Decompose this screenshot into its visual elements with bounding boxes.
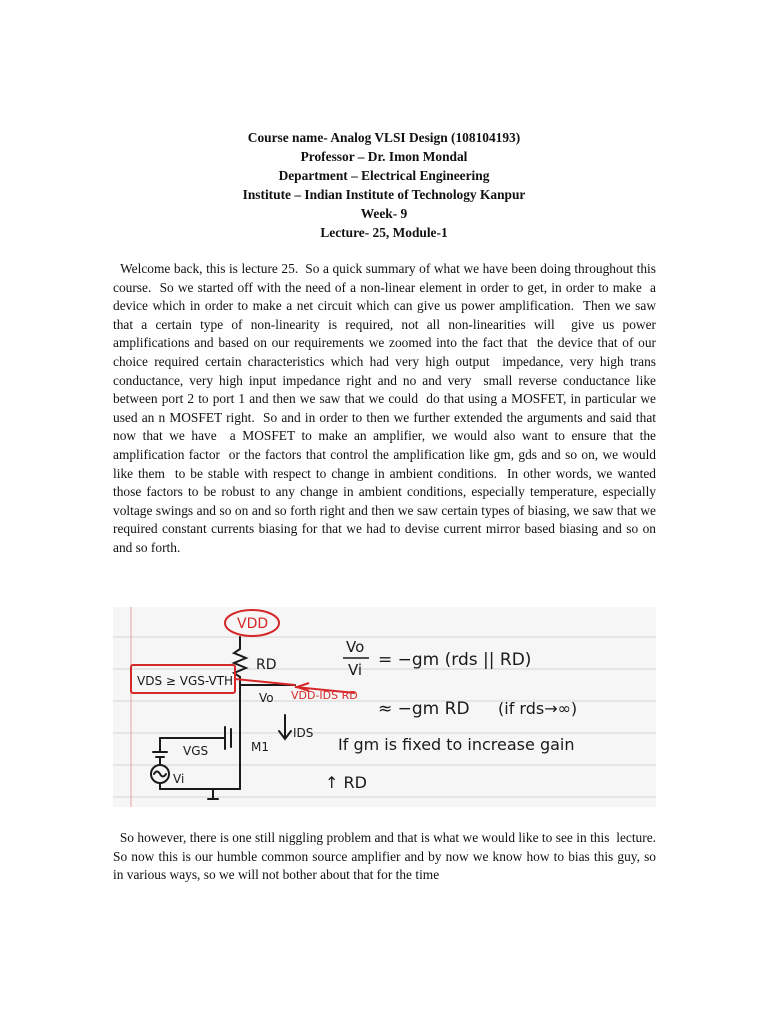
vdd-drop-label: VDD-IDS RD <box>291 689 358 702</box>
whiteboard-figure <box>113 607 656 807</box>
vin-label: Vi <box>173 772 185 786</box>
rd-label: RD <box>256 657 277 673</box>
approx-equation: ≈ −gm RD <box>378 699 470 719</box>
vgs-label: VGS <box>183 744 209 758</box>
vds-condition-label: VDS ≥ VGS-VTH <box>137 674 234 688</box>
paragraph-continued: So however, there is one still niggling problem and that is what we would like to see in this lecture. So now this is our humble common source amplifier and by now we know how to bias this guy, so in various ways, so we will not bother about that for the time <box>113 830 663 883</box>
gain-numerator: Vo <box>346 638 365 656</box>
course-title: Course name- Analog VLSI Design (108104193) <box>247 130 521 145</box>
approx-condition: (if rds→∞) <box>498 699 578 718</box>
rd-increase-note: ↑ RD <box>325 773 367 792</box>
paragraph-intro: Welcome back, this is lecture 25. So a quick summary of what we have been doing throughout this course. So we started off with the need of a non-linear element in order to get, in order to make a device which in order to make a net circuit which can give us power amplification. Then we saw that a certain type of non-linearity is required, not all non-linearities will give us power amplifications and based on our requirements we zoomed into the fact that the device that of our choice required certain characteristics which had very high output impedance, very high trans conductance, very high input impedance right and no and very small reverse conductance like between port 2 to port 1 and then we saw that we could do that using a MOSFET, in particular we used an n MOSFET right. So and in order to then we further extended the arguments and said that now that we have a MOSFET to make an amplifier, we would also want to ensure that the amplification factor or the factors that control the amplification like gm, gds and so on, we would like them to be stable with respect to change in ambient conditions. In other words, we wanted those factors to be robust to any change in ambient conditions, especially temperature, especially voltage swings and so on and so forth right and then we saw certain types of biasing, we saw that we required constant currents biasing for that we had to devise current mirror based biasing and so on and so forth. <box>113 261 660 555</box>
m1-label: M1 <box>251 740 269 754</box>
gain-note: If gm is fixed to increase gain <box>338 735 575 754</box>
vout-label: Vo <box>259 691 274 705</box>
gain-denominator: Vi <box>348 661 363 679</box>
department-line: Department – Electrical Engineering <box>278 168 490 183</box>
lecture-header <box>0 128 768 242</box>
week-line: Week- 9 <box>360 206 408 221</box>
institute-line: Institute – Indian Institute of Technology Kanpur <box>242 187 526 202</box>
professor-line: Professor – Dr. Imon Mondal <box>300 149 468 164</box>
lecture-line: Lecture- 25, Module-1 <box>320 225 448 240</box>
ids-label: IDS <box>293 726 314 740</box>
circuit-sketch <box>113 607 656 807</box>
gain-equation: = −gm (rds || RD) <box>378 650 532 670</box>
vdd-label: VDD <box>237 616 269 632</box>
